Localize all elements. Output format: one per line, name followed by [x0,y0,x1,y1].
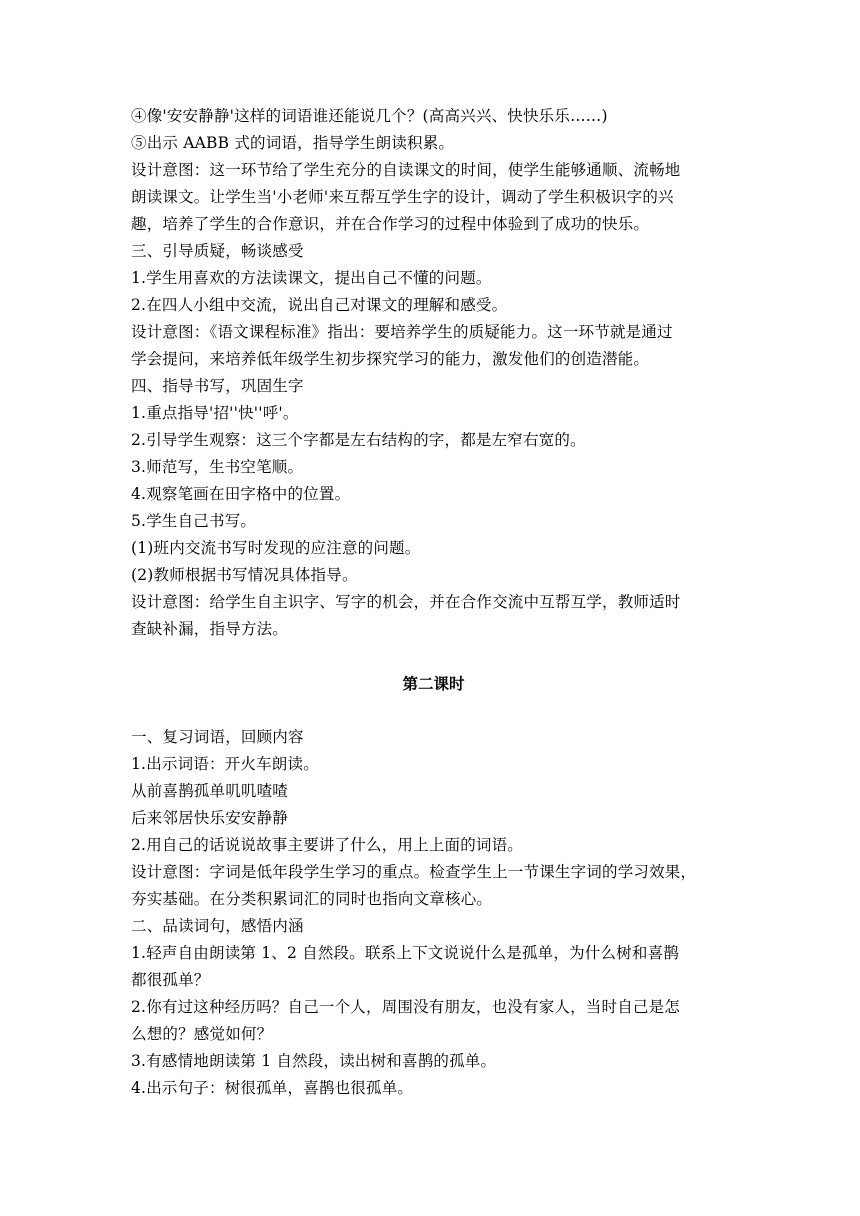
text-line: 3.有感情地朗读第 1 自然段，读出树和喜鹊的孤单。 [131,1052,497,1070]
text-line: 夯实基础。在分类积累词汇的同时也指向文章核心。 [131,890,493,908]
section-heading-line: 四、指导书写，巩固生字 [131,377,304,395]
text-line: 5.学生自己书写。 [131,512,257,530]
section-heading-line: 三、引导质疑，畅谈感受 [131,242,304,260]
text-line: 3.师范写，生书空笔顺。 [131,458,304,476]
text-line: ④像'安安静静'这样的词语谁还能说几个？(高高兴兴、快快乐乐……) [131,107,608,125]
section-two [131,724,736,1102]
text-line: 2.你有过这种经历吗？自己一个人，周围没有朋友，也没有家人，当时自己是怎 [131,998,680,1016]
text-line: 朗读课文。让学生当'小老师'来互帮互学生字的设计，调动了学生积极识字的兴 [131,188,674,206]
text-line: 设计意图：《语文课程标准》指出：要培养学生的质疑能力。这一环节就是通过 [131,323,673,341]
text-line: 后来邻居快乐安安静静 [131,809,289,827]
text-line: 1.重点指导'招''快''呼'。 [131,404,299,422]
text-line: 么想的？感觉如何？ [131,1025,273,1043]
text-line: 1.轻声自由朗读第 1、2 自然段。联系上下文说说什么是孤单，为什么树和喜鹊 [131,944,679,962]
text-line: ⑤出示 AABB 式的词语，指导学生朗读积累。 [131,134,455,152]
text-line: 设计意图：这一环节给了学生充分的自读课文的时间，使学生能够通顺、流畅地 [131,161,681,179]
text-line: 1.学生用喜欢的方法读课文，提出自己不懂的问题。 [131,269,492,287]
document-page [131,103,736,1102]
section-heading-line: 二、品读词句，感悟内涵 [131,917,304,935]
text-line: 2.在四人小组中交流，说出自己对课文的理解和感受。 [131,296,508,314]
text-line: 都很孤单？ [131,971,210,989]
text-line: 4.出示句子：树很孤单，喜鹊也很孤单。 [131,1079,414,1097]
spacer [131,643,736,670]
text-line: 2.引导学生观察：这三个字都是左右结构的字，都是左窄右宽的。 [131,431,586,449]
lesson-heading: 第二课时 [402,674,465,693]
text-line: 学会提问，来培养低年级学生初步探究学习的能力，激发他们的创造潜能。 [131,350,650,368]
text-line: 2.用自己的话说说故事主要讲了什么，用上上面的词语。 [131,836,523,854]
text-line: 查缺补漏，指导方法。 [131,620,289,638]
section-heading-line: 一、复习词语，回顾内容 [131,728,304,746]
text-line: (1)班内交流书写时发现的应注意的问题。 [131,539,421,557]
text-line: 设计意图：给学生自主识字、写字的机会，并在合作交流中互帮互学，教师适时 [131,593,681,611]
section-one [131,103,736,643]
text-line: 趣，培养了学生的合作意识，并在合作学习的过程中体验到了成功的快乐。 [131,215,650,233]
text-line: 1.出示词语：开火车朗读。 [131,755,319,773]
text-line: (2)教师根据书写情况具体指导。 [131,566,358,584]
text-line: 从前喜鹊孤单叽叽喳喳 [131,782,289,800]
text-line: 4.观察笔画在田字格中的位置。 [131,485,351,503]
spacer [131,697,736,724]
text-line: 设计意图：字词是低年段学生学习的重点。检查学生上一节课生字词的学习效果， [131,863,697,881]
